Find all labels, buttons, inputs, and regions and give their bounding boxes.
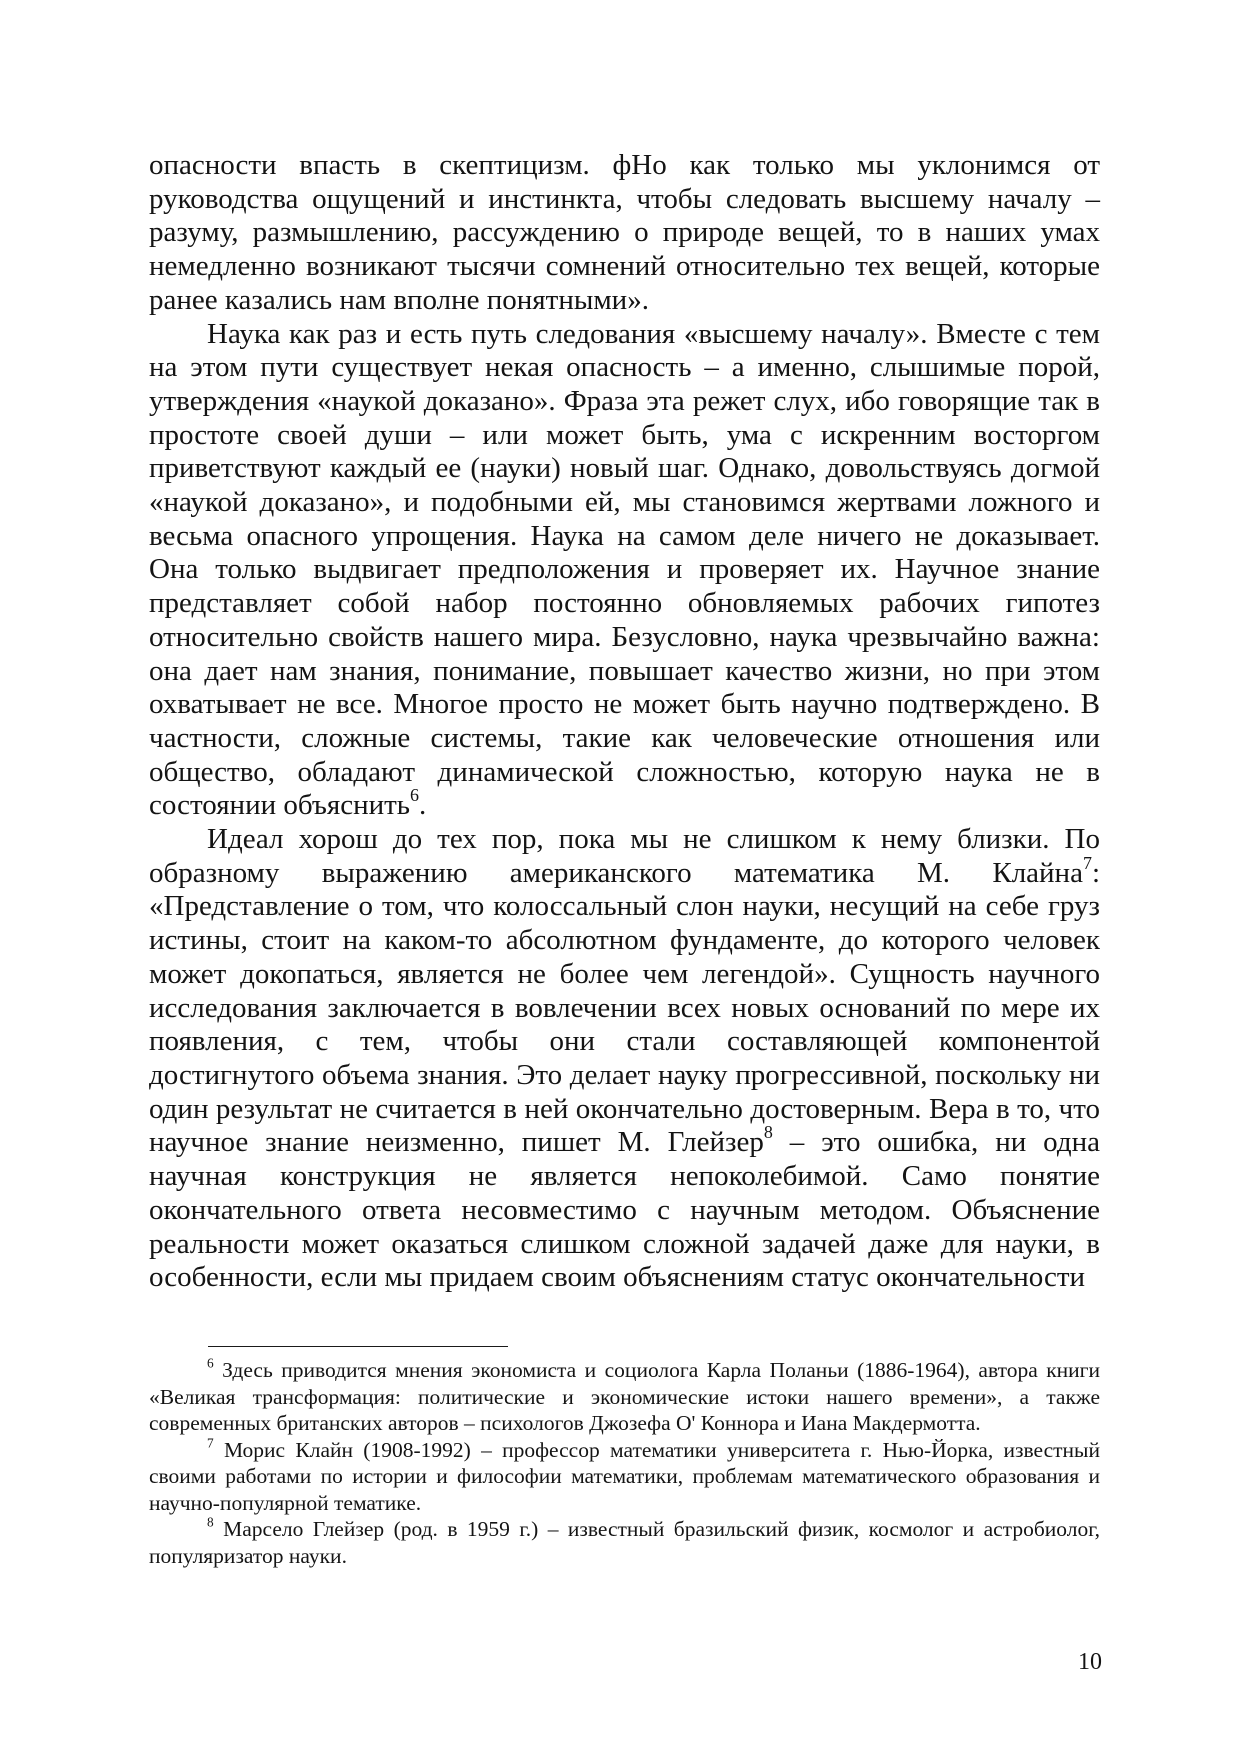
footnote-8-text: Марсело Глейзер (род. в 1959 г.) – известный бразильский физик, космолог и астробиолог, популяризатор науки. xyxy=(149,1517,1100,1568)
paragraph-3-text-a: Идеал хорош до тех пор, пока мы не слишком к нему близки. По образному выражению американского математика М. Клайна xyxy=(149,823,1100,889)
footnote-6 xyxy=(149,1357,1100,1437)
paragraph-2-text: Наука как раз и есть путь следования «высшему началу». Вместе с тем на этом пути существует некая опасность – а именно, слышимые порой, утверждения «наукой доказано». Фраза эта режет слух, ибо говорящие так в простоте своей души – или может быть, ума с искренним восторгом приветствуют каждый ее (науки) новый шаг. Однако, довольствуясь догмой «наукой доказано», и подобными ей, мы становимся жертвами ложного и весьма опасного упрощения. Наука на самом деле ничего не доказывает. Она только выдвигает предположения и проверяет их. Научное знание представляет собой набор постоянно обновляемых рабочих гипотез относительно свойств нашего мира. Безусловно, наука чрезвычайно важна: она дает нам знания, понимание, повышает качество жизни, но при этом охватывает не все. Многое просто не может быть научно подтверждено. В частности, сложные системы, такие как человеческие отношения или общество, обладают динамической сложностью, которую наука не в состоянии объяснить xyxy=(149,317,1100,822)
footnote-number-6: 6 xyxy=(207,1355,214,1371)
paragraph-2-tail: . xyxy=(419,789,427,822)
footnote-ref-6: 6 xyxy=(410,785,420,806)
page-number: 10 xyxy=(1078,1649,1102,1675)
footnote-7-text: Морис Клайн (1908-1992) – профессор математики университета г. Нью-Йорка, известный своими работами по истории и философии математики, проблемам математического образования и научно-популярной тематике. xyxy=(149,1437,1100,1515)
footnote-8 xyxy=(149,1516,1100,1569)
paragraph-3-text-c: – это ошибка, ни одна научная конструкция не является непоколебимой. Само понятие окончательного ответа несовместимо с научным методом. Объяснение реальности может оказаться слишком сложной задачей даже для науки, в особенности, если мы придаем своим объяснениям статус окончательности xyxy=(149,1126,1100,1294)
paragraph-1: опасности впасть в скептицизм. фНо как только мы уклонимся от руководства ощущений и инстинкта, чтобы следовать высшему началу – разуму, размышлению, рассуждению о природе вещей, то в наших умах немедленно возникают тысячи сомнений относительно тех вещей, которые ранее казались нам вполне понятными». xyxy=(149,149,1100,316)
footnote-number-7: 7 xyxy=(207,1434,214,1450)
paragraph-2 xyxy=(149,318,1100,824)
footnote-7 xyxy=(149,1434,1100,1517)
footnote-separator xyxy=(208,1346,508,1347)
main-text xyxy=(149,149,1100,1295)
paragraph-3 xyxy=(149,823,1100,1295)
footnote-number-8: 8 xyxy=(207,1514,214,1530)
footnote-ref-8: 8 xyxy=(763,1122,773,1143)
footnotes xyxy=(149,1357,1100,1569)
paragraph-3-text-b: : «Представление о том, что колоссальный слон науки, несущий на себе груз истины, стоит на каком-то абсолютном фундаменте, до которого человек может докопаться, является не более чем легендой». Сущность научного исследования заключается в вовлечении всех новых оснований по мере их появления, с тем, чтобы они стали составляющей компонентой достигнутого объема знания. Это делает науку прогрессивной, поскольку ни один результат не считается в ней окончательно достоверным. Вера в то, что научное знание неизменно, пишет М. Глейзер xyxy=(149,856,1100,1159)
footnote-6-text: Здесь приводится мнения экономиста и социолога Карла Поланьи (1886-1964), автора книги «Великая трансформация: политические и экономические истоки нашего времени», а также современных британских авторов – психологов Джозефа О' Коннора и Иана Макдермотта. xyxy=(149,1358,1100,1435)
footnote-ref-7: 7 xyxy=(1082,852,1092,873)
